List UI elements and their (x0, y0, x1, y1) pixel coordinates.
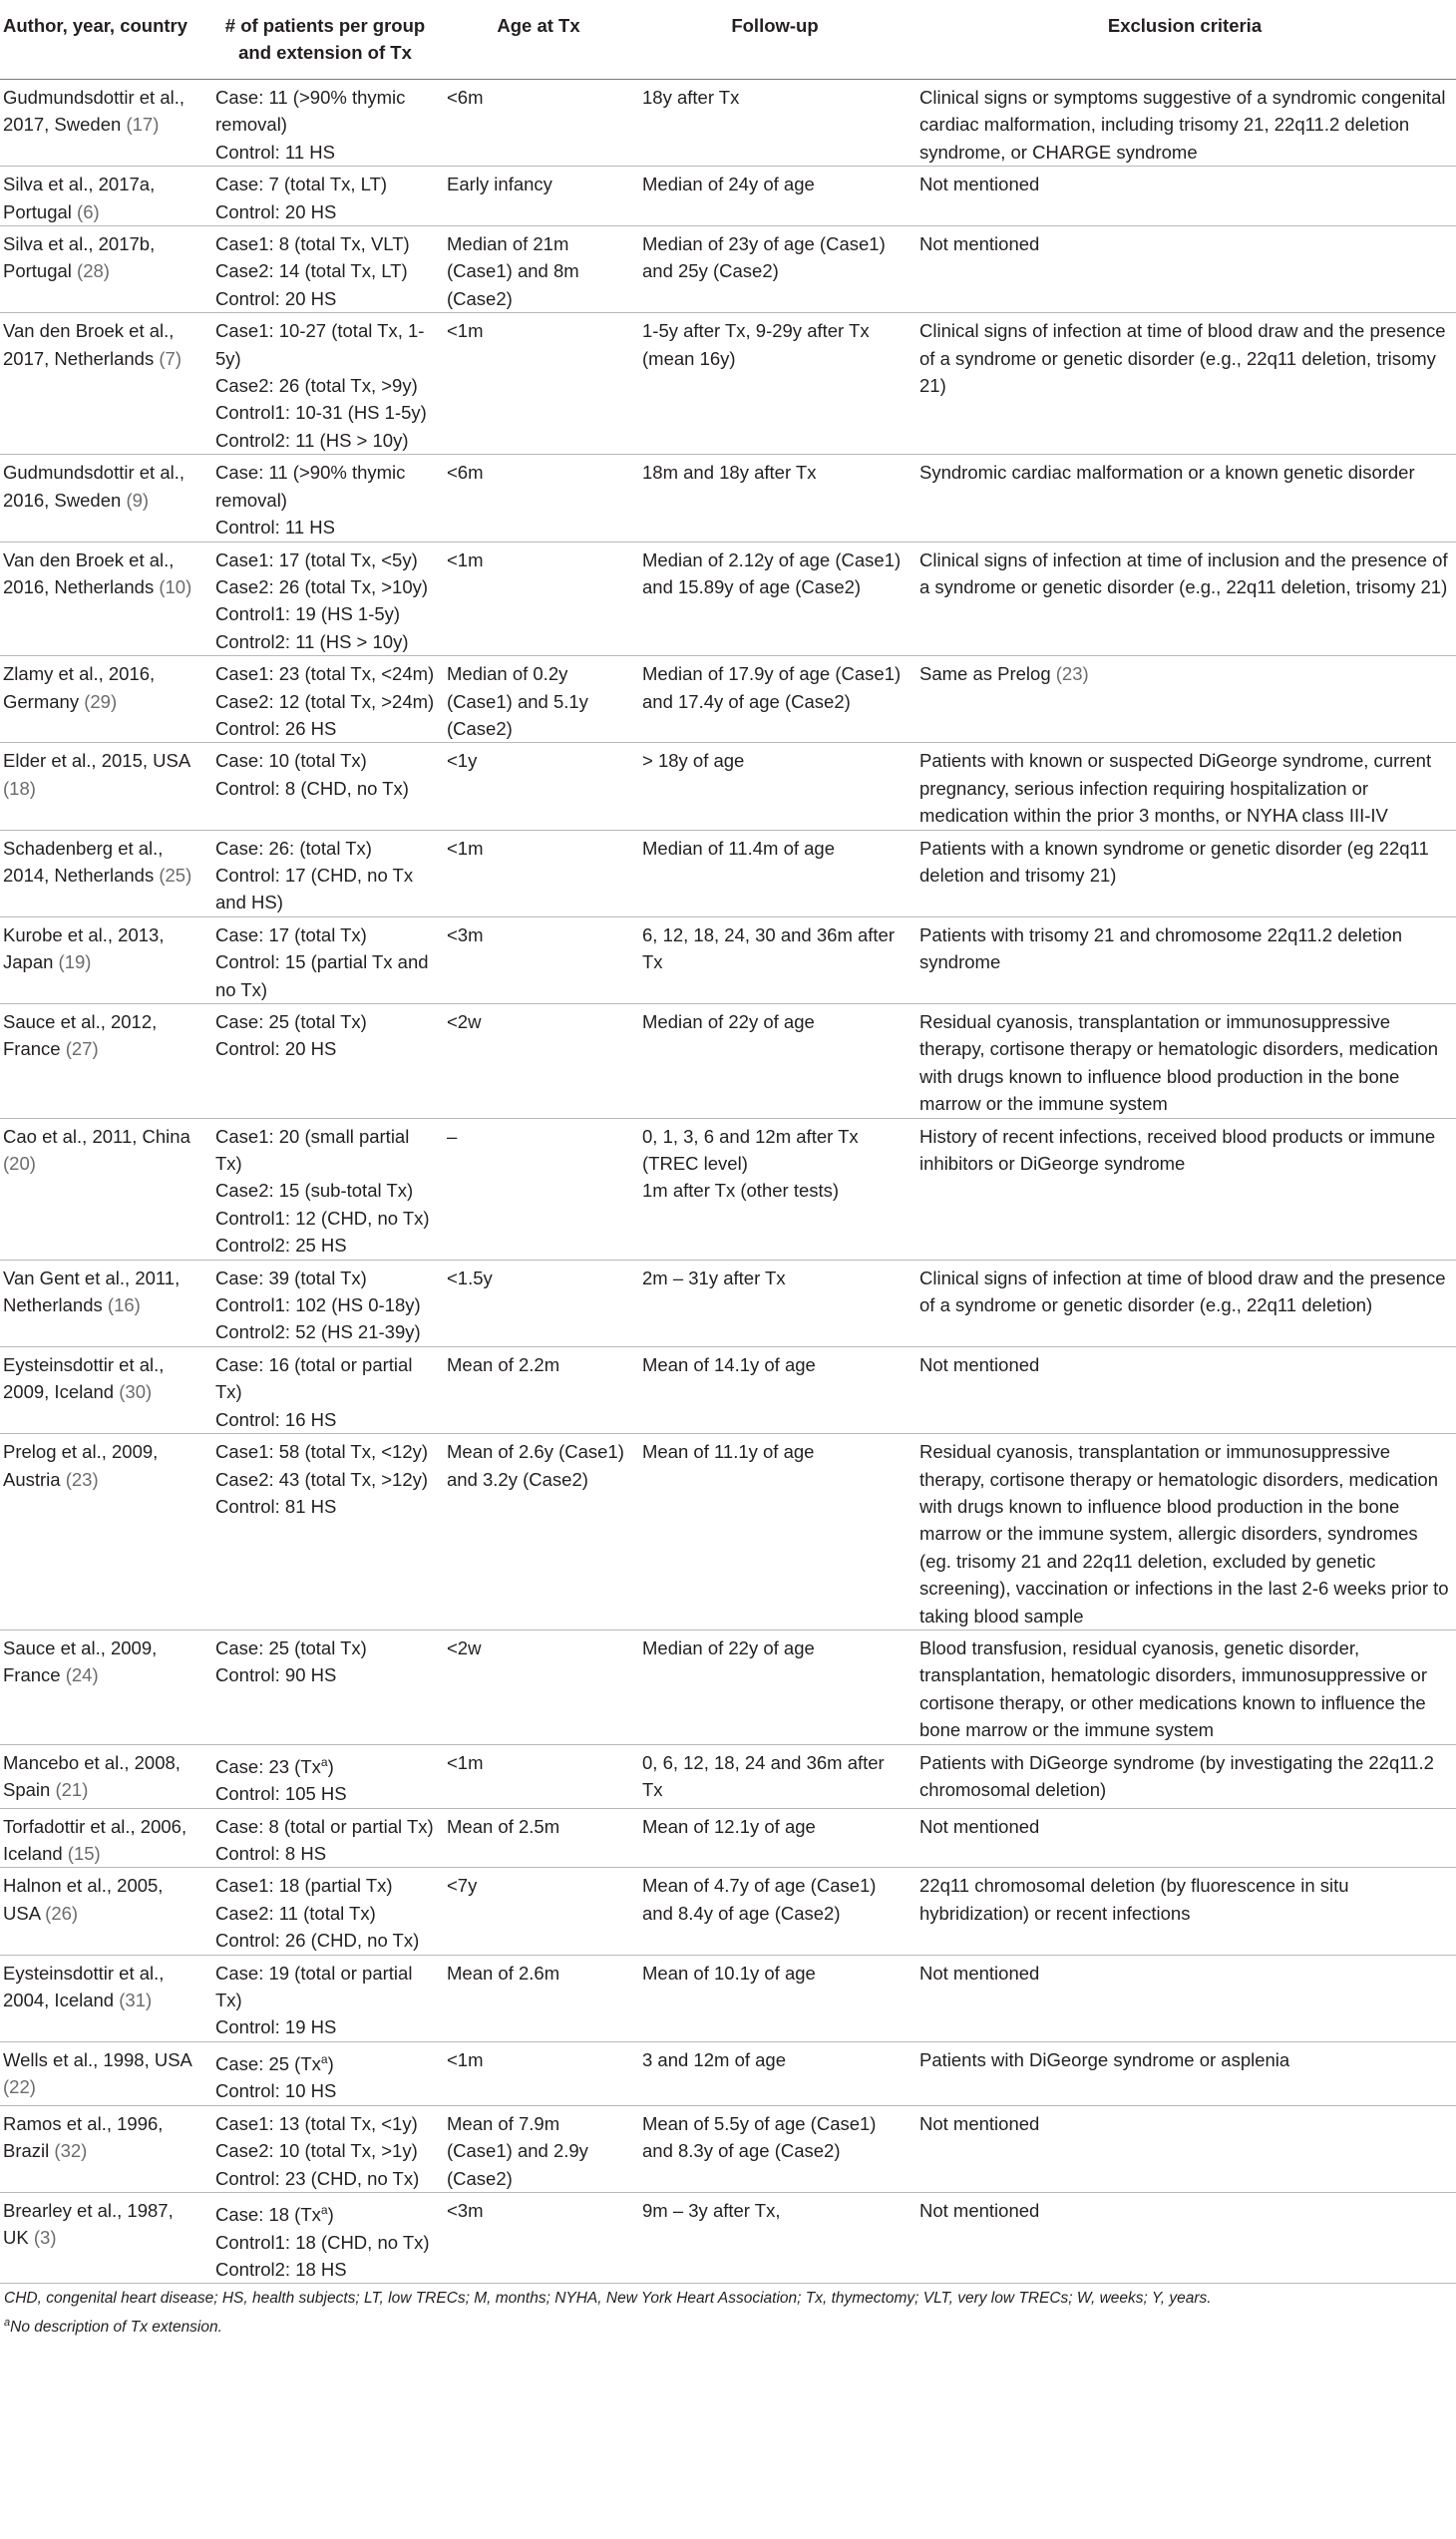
cell-author (0, 1434, 209, 1631)
cell-followup: 18y after Tx (636, 80, 913, 167)
cell-followup: Mean of 11.1y of age (636, 1434, 913, 1631)
reference-number: 20 (9, 1153, 30, 1175)
reference-number: 7 (165, 347, 176, 369)
reference-number: 24 (71, 1664, 93, 1686)
table-row (0, 1004, 1456, 1119)
author-text: Eysteinsdottir et al., 2009, Iceland (3, 1353, 165, 1403)
cell-author (0, 1808, 209, 1868)
cell-author (0, 1346, 209, 1433)
cell-patients: Case: 19 (total or partial Tx) Control: 19 HS (209, 1955, 441, 2041)
cell-followup: 18m and 18y after Tx (636, 455, 913, 542)
cell-age: – (441, 1118, 636, 1260)
cell-author (0, 2105, 209, 2192)
cell-age: Mean of 2.2m (441, 1346, 636, 1433)
cell-followup: 2m – 31y after Tx (636, 1260, 913, 1346)
author-text: Gudmundsdottir et al., 2017, Sweden (3, 87, 185, 136)
cell-followup: 1-5y after Tx, 9-29y after Tx (mean 16y) (636, 313, 913, 455)
cell-exclusion: History of recent infections, received blood products or immune inhibitors or DiGeorge syndrome (913, 1118, 1456, 1260)
cell-followup: 3 and 12m of age (636, 2041, 913, 2105)
author-text: Schadenberg et al., 2014, Netherlands (3, 837, 164, 886)
cell-exclusion: Patients with known or suspected DiGeorge syndrome, current pregnancy, serious infection requiring hospitalization or medication within the prior 3 months, or NYHA class III-IV (913, 743, 1456, 830)
cell-author (0, 2041, 209, 2105)
cell-exclusion: Not mentioned (913, 2105, 1456, 2192)
reference-link: (27) (65, 1038, 99, 1060)
cell-patients: Case: 8 (total or partial Tx) Control: 8 HS (209, 1808, 441, 1868)
author-text: Van den Broek et al., 2017, Netherlands (3, 320, 175, 369)
table-row (0, 313, 1456, 455)
cell-patients: Case1: 17 (total Tx, <5y) Case2: 26 (total Tx, >10y) Control1: 19 (HS 1-5y) Control2: 11 (HS > 10y) (209, 542, 441, 656)
footnote-marker: a (320, 1754, 328, 1769)
footnote-a-text: No description of Tx extension. (10, 2319, 222, 2337)
reference-number: 29 (90, 690, 111, 712)
cell-followup: Median of 17.9y of age (Case1) and 17.4y of age (Case2) (636, 656, 913, 743)
cell-patients: Case: 18 (Tx$^a$) Control1: 18 (CHD, no Tx) Control2: 18 HS (209, 2192, 441, 2283)
cell-exclusion: Same as Prelog (23) (913, 656, 1456, 743)
cell-exclusion: Patients with DiGeorge syndrome (by investigating the 22q11.2 chromosomal deletion) (913, 1744, 1456, 1808)
cell-patients: Case1: 13 (total Tx, <1y) Case2: 10 (total Tx, >1y) Control: 23 (CHD, no Tx) (209, 2105, 441, 2192)
cell-age: <1m (441, 2041, 636, 2105)
author-text: Elder et al., 2015, USA (3, 750, 190, 772)
cell-patients: Case: 17 (total Tx) Control: 15 (partial Tx and no Tx) (209, 916, 441, 1003)
cell-patients: Case: 23 (Tx$^a$) Control: 105 HS (209, 1744, 441, 1808)
cell-patients: Case: 39 (total Tx) Control1: 102 (HS 0-18y) Control2: 52 (HS 21-39y) (209, 1260, 441, 1346)
reference-link: (10) (159, 575, 192, 597)
cell-exclusion: 22q11 chromosomal deletion (by fluorescence in situ hybridization) or recent infections (913, 1868, 1456, 1955)
cell-author (0, 1868, 209, 1955)
header-row (0, 0, 1456, 80)
cell-author (0, 1004, 209, 1119)
reference-number: 16 (114, 1294, 135, 1316)
cell-author (0, 656, 209, 743)
reference-number: 9 (132, 489, 143, 511)
reference-number: 28 (83, 260, 104, 282)
reference-link: (17) (126, 114, 160, 136)
table-row (0, 1434, 1456, 1631)
author-text: Zlamy et al., 2016, Germany (3, 663, 156, 712)
reference-link: (24) (65, 1664, 99, 1686)
cell-age: <6m (441, 80, 636, 167)
cell-patients: Case: 11 (>90% thymic removal) Control: 11 HS (209, 80, 441, 167)
table-row (0, 1630, 1456, 1744)
author-text: Silva et al., 2017a, Portugal (3, 174, 156, 222)
cell-author (0, 226, 209, 313)
cell-age: <3m (441, 2192, 636, 2283)
header-exclusion: Exclusion criteria (913, 0, 1456, 80)
cell-followup: Median of 2.12y of age (Case1) and 15.89y of age (Case2) (636, 542, 913, 656)
cell-exclusion: Not mentioned (913, 2192, 1456, 2283)
cell-age: Mean of 2.6y (Case1) and 3.2y (Case2) (441, 1434, 636, 1631)
table-row (0, 1118, 1456, 1260)
cell-patients: Case: 16 (total or partial Tx) Control: 16 HS (209, 1346, 441, 1433)
cell-author (0, 1630, 209, 1744)
cell-patients: Case1: 23 (total Tx, <24m) Case2: 12 (total Tx, >24m) Control: 26 HS (209, 656, 441, 743)
cell-followup: Mean of 10.1y of age (636, 1955, 913, 2041)
table-row (0, 1808, 1456, 1868)
reference-link: (29) (84, 690, 118, 712)
cell-exclusion: Patients with trisomy 21 and chromosome 22q11.2 deletion syndrome (913, 916, 1456, 1003)
author-text: Kurobe et al., 2013, Japan (3, 923, 165, 973)
reference-number: 15 (73, 1842, 95, 1864)
cell-author (0, 2192, 209, 2283)
cell-patients: Case: 25 (total Tx) Control: 20 HS (209, 1004, 441, 1119)
cell-exclusion: Clinical signs of infection at time of blood draw and the presence of a syndrome or genetic disorder (e.g., 22q11 deletion, trisomy 21) (913, 313, 1456, 455)
table-row (0, 542, 1456, 656)
header-age: Age at Tx (441, 0, 636, 80)
reference-link: (7) (159, 347, 182, 369)
author-text: Van Gent et al., 2011, Netherlands (3, 1267, 181, 1316)
table-row (0, 916, 1456, 1003)
reference-link: (21) (55, 1778, 89, 1800)
cell-age: <1y (441, 743, 636, 830)
cell-author (0, 313, 209, 455)
reference-number: 6 (83, 200, 94, 222)
author-text: Eysteinsdottir et al., 2004, Iceland (3, 1962, 165, 2010)
reference-number: 31 (125, 1989, 146, 2010)
cell-exclusion: Not mentioned (913, 1346, 1456, 1433)
cell-author (0, 1955, 209, 2041)
cell-age: Early infancy (441, 167, 636, 226)
author-text: Sauce et al., 2012, France (3, 1011, 158, 1060)
author-text: Sauce et al., 2009, France (3, 1636, 158, 1686)
reference-link: (30) (119, 1381, 153, 1403)
cell-author (0, 1118, 209, 1260)
footnote-a-marker: a (4, 2317, 11, 2330)
cell-author (0, 916, 209, 1003)
author-text: Brearley et al., 1987, UK (3, 2199, 174, 2249)
reference-link: (16) (107, 1294, 141, 1316)
cell-exclusion: Not mentioned (913, 226, 1456, 313)
cell-age: <1m (441, 313, 636, 455)
cell-followup: Mean of 12.1y of age (636, 1808, 913, 1868)
author-text: Prelog et al., 2009, Austria (3, 1441, 159, 1490)
cell-exclusion: Patients with DiGeorge syndrome or asplenia (913, 2041, 1456, 2105)
cell-patients: Case1: 10-27 (total Tx, 1-5y) Case2: 26 (total Tx, >9y) Control1: 10-31 (HS 1-5y) Control2: 11 (HS > 10y) (209, 313, 441, 455)
cell-patients: Case: 25 (total Tx) Control: 90 HS (209, 1630, 441, 1744)
cell-followup: 6, 12, 18, 24, 30 and 36m after Tx (636, 916, 913, 1003)
table-row (0, 2105, 1456, 2192)
header-followup: Follow-up (636, 0, 913, 80)
footnote-marker: a (320, 2051, 328, 2066)
cell-patients: Case: 7 (total Tx, LT) Control: 20 HS (209, 167, 441, 226)
cell-patients: Case1: 20 (small partial Tx) Case2: 15 (sub-total Tx) Control1: 12 (CHD, no Tx) Control2: 25 HS (209, 1118, 441, 1260)
cell-age: <1.5y (441, 1260, 636, 1346)
cell-patients: Case1: 8 (total Tx, VLT) Case2: 14 (total Tx, LT) Control: 20 HS (209, 226, 441, 313)
cell-followup: Median of 24y of age (636, 167, 913, 226)
cell-age: <2w (441, 1630, 636, 1744)
table-row (0, 2192, 1456, 2283)
cell-followup: 9m – 3y after Tx, (636, 2192, 913, 2283)
reference-link: (22) (3, 2076, 36, 2098)
header-patients-label: # of patients per group and extension of Tx (224, 15, 426, 63)
table-row (0, 656, 1456, 743)
table-row (0, 80, 1456, 167)
cell-followup: > 18y of age (636, 743, 913, 830)
reference-number: 26 (51, 1902, 72, 1924)
reference-number: 17 (132, 114, 154, 136)
reference-number: 19 (64, 951, 86, 973)
author-text: Mancebo et al., 2008, Spain (3, 1751, 181, 1800)
cell-author (0, 830, 209, 916)
table-row (0, 743, 1456, 830)
reference-link: (28) (77, 260, 110, 282)
author-text: Ramos et al., 1996, Brazil (3, 2112, 164, 2162)
table-row (0, 1744, 1456, 1808)
cell-followup: Mean of 4.7y of age (Case1) and 8.4y of age (Case2) (636, 1868, 913, 1955)
reference-number: 23 (71, 1468, 93, 1490)
cell-age: <1m (441, 1744, 636, 1808)
footnote-a (4, 2311, 222, 2340)
author-text: Silva et al., 2017b, Portugal (3, 233, 156, 282)
cell-age: <1m (441, 542, 636, 656)
cell-patients: Case: 11 (>90% thymic removal) Control: 11 HS (209, 455, 441, 542)
table-row (0, 1868, 1456, 1955)
reference-number: 10 (165, 575, 186, 597)
cell-patients: Case1: 18 (partial Tx) Case2: 11 (total Tx) Control: 26 (CHD, no Tx) (209, 1868, 441, 1955)
header-patients (209, 0, 441, 80)
reference-number: 32 (60, 2140, 82, 2162)
cell-followup: 0, 1, 3, 6 and 12m after Tx (TREC level) 1m after Tx (other tests) (636, 1118, 913, 1260)
cell-author (0, 167, 209, 226)
cell-exclusion: Clinical signs or symptoms suggestive of a syndromic congenital cardiac malformation, including trisomy 21, 22q11.2 deletion syndrome, or CHARGE syndrome (913, 80, 1456, 167)
footnote-abbreviations: CHD, congenital heart disease; HS, health subjects; LT, low TRECs; M, months; NYHA, New York Heart Association; Tx, thymectomy; VLT, very low TRECs; W, weeks; Y, years. (4, 2290, 1212, 2308)
author-text: Wells et al., 1998, USA (3, 2048, 191, 2070)
cell-age: Median of 0.2y (Case1) and 5.1y (Case2) (441, 656, 636, 743)
reference-link: (18) (3, 777, 36, 799)
cell-patients: Case: 26: (total Tx) Control: 17 (CHD, no Tx and HS) (209, 830, 441, 916)
reference-link: (23) (1055, 663, 1089, 685)
cell-age: <3m (441, 916, 636, 1003)
table-row (0, 167, 1456, 226)
cell-age: <2w (441, 1004, 636, 1119)
reference-link: (20) (3, 1153, 36, 1175)
cell-patients: Case: 25 (Tx$^a$) Control: 10 HS (209, 2041, 441, 2105)
cell-exclusion: Clinical signs of infection at time of blood draw and the presence of a syndrome or genetic disorder (e.g., 22q11 deletion) (913, 1260, 1456, 1346)
cell-exclusion: Patients with a known syndrome or genetic disorder (eg 22q11 deletion and trisomy 21) (913, 830, 1456, 916)
table-row (0, 1260, 1456, 1346)
reference-number: 21 (61, 1778, 83, 1800)
cell-followup: Mean of 5.5y of age (Case1) and 8.3y of age (Case2) (636, 2105, 913, 2192)
cell-age: <1m (441, 830, 636, 916)
cell-age: Mean of 2.6m (441, 1955, 636, 2041)
cell-followup: 0, 6, 12, 18, 24 and 36m after Tx (636, 1744, 913, 1808)
reference-number: 30 (125, 1381, 146, 1403)
cell-exclusion: Clinical signs of infection at time of inclusion and the presence of a syndrome or genetic disorder (e.g., 22q11 deletion, trisomy 21) (913, 542, 1456, 656)
reference-link: (9) (126, 489, 150, 511)
cell-exclusion: Residual cyanosis, transplantation or immunosuppressive therapy, cortisone therapy or hematologic disorders, medication with drugs known to influence blood production in the bone marrow or the immune system, allergic disorders, syndromes (eg. trisomy 21 and 22q11 deletion, excluded by genetic screening), vaccination or infections in the last 2-6 weeks prior to taking blood sample (913, 1434, 1456, 1631)
cell-exclusion: Not mentioned (913, 1808, 1456, 1868)
cell-exclusion: Not mentioned (913, 1955, 1456, 2041)
table-row (0, 2041, 1456, 2105)
reference-link: (6) (77, 200, 100, 222)
table-body (0, 80, 1456, 2284)
reference-link: (25) (159, 864, 192, 886)
cell-author (0, 542, 209, 656)
cell-author (0, 1744, 209, 1808)
reference-link: (23) (65, 1468, 99, 1490)
table-row (0, 455, 1456, 542)
reference-link: (26) (45, 1902, 79, 1924)
footnote-marker: a (320, 2202, 328, 2217)
cell-exclusion: Residual cyanosis, transplantation or immunosuppressive therapy, cortisone therapy or hematologic disorders, medication with drugs known to influence blood production in the bone marrow or the immune system (913, 1004, 1456, 1119)
cell-age: Median of 21m (Case1) and 8m (Case2) (441, 226, 636, 313)
reference-link: (19) (58, 951, 92, 973)
cell-exclusion: Not mentioned (913, 167, 1456, 226)
author-text: Torfadottir et al., 2006, Iceland (3, 1815, 187, 1864)
reference-link: (31) (119, 1989, 153, 2010)
cell-author (0, 455, 209, 542)
reference-number: 22 (9, 2076, 30, 2098)
cell-age: <6m (441, 455, 636, 542)
table-row (0, 1955, 1456, 2041)
cell-exclusion: Syndromic cardiac malformation or a known genetic disorder (913, 455, 1456, 542)
reference-number: 25 (165, 864, 186, 886)
reference-link: (3) (33, 2227, 57, 2249)
cell-exclusion: Blood transfusion, residual cyanosis, genetic disorder, transplantation, hematologic disorders, immunosuppressive or cortisone therapy, or other medications known to influence the bone marrow or the immune system (913, 1630, 1456, 1744)
cell-patients: Case1: 58 (total Tx, <12y) Case2: 43 (total Tx, >12y) Control: 81 HS (209, 1434, 441, 1631)
author-text: Gudmundsdottir et al., 2016, Sweden (3, 462, 185, 511)
cell-age: <7y (441, 1868, 636, 1955)
reference-number: 3 (40, 2227, 51, 2249)
reference-link: (15) (67, 1842, 101, 1864)
reference-number: 18 (9, 777, 30, 799)
cell-followup: Mean of 14.1y of age (636, 1346, 913, 1433)
table-header (0, 0, 1456, 80)
cell-age: Mean of 2.5m (441, 1808, 636, 1868)
cell-followup: Median of 23y of age (Case1) and 25y (Case2) (636, 226, 913, 313)
author-text: Halnon et al., 2005, USA (3, 1875, 164, 1924)
reference-number: 27 (71, 1038, 93, 1060)
cell-followup: Median of 22y of age (636, 1004, 913, 1119)
author-text: Van den Broek et al., 2016, Netherlands (3, 548, 175, 597)
cell-followup: Median of 22y of age (636, 1630, 913, 1744)
table-row (0, 830, 1456, 916)
cell-age: Mean of 7.9m (Case1) and 2.9y (Case2) (441, 2105, 636, 2192)
reference-link: (32) (54, 2140, 88, 2162)
table-row (0, 1346, 1456, 1433)
cell-author (0, 1260, 209, 1346)
cell-author (0, 743, 209, 830)
author-text: Cao et al., 2011, China (3, 1125, 190, 1147)
header-author: Author, year, country (0, 0, 209, 80)
cell-patients: Case: 10 (total Tx) Control: 8 (CHD, no Tx) (209, 743, 441, 830)
table-row (0, 226, 1456, 313)
cell-author (0, 80, 209, 167)
cell-followup: Median of 11.4m of age (636, 830, 913, 916)
